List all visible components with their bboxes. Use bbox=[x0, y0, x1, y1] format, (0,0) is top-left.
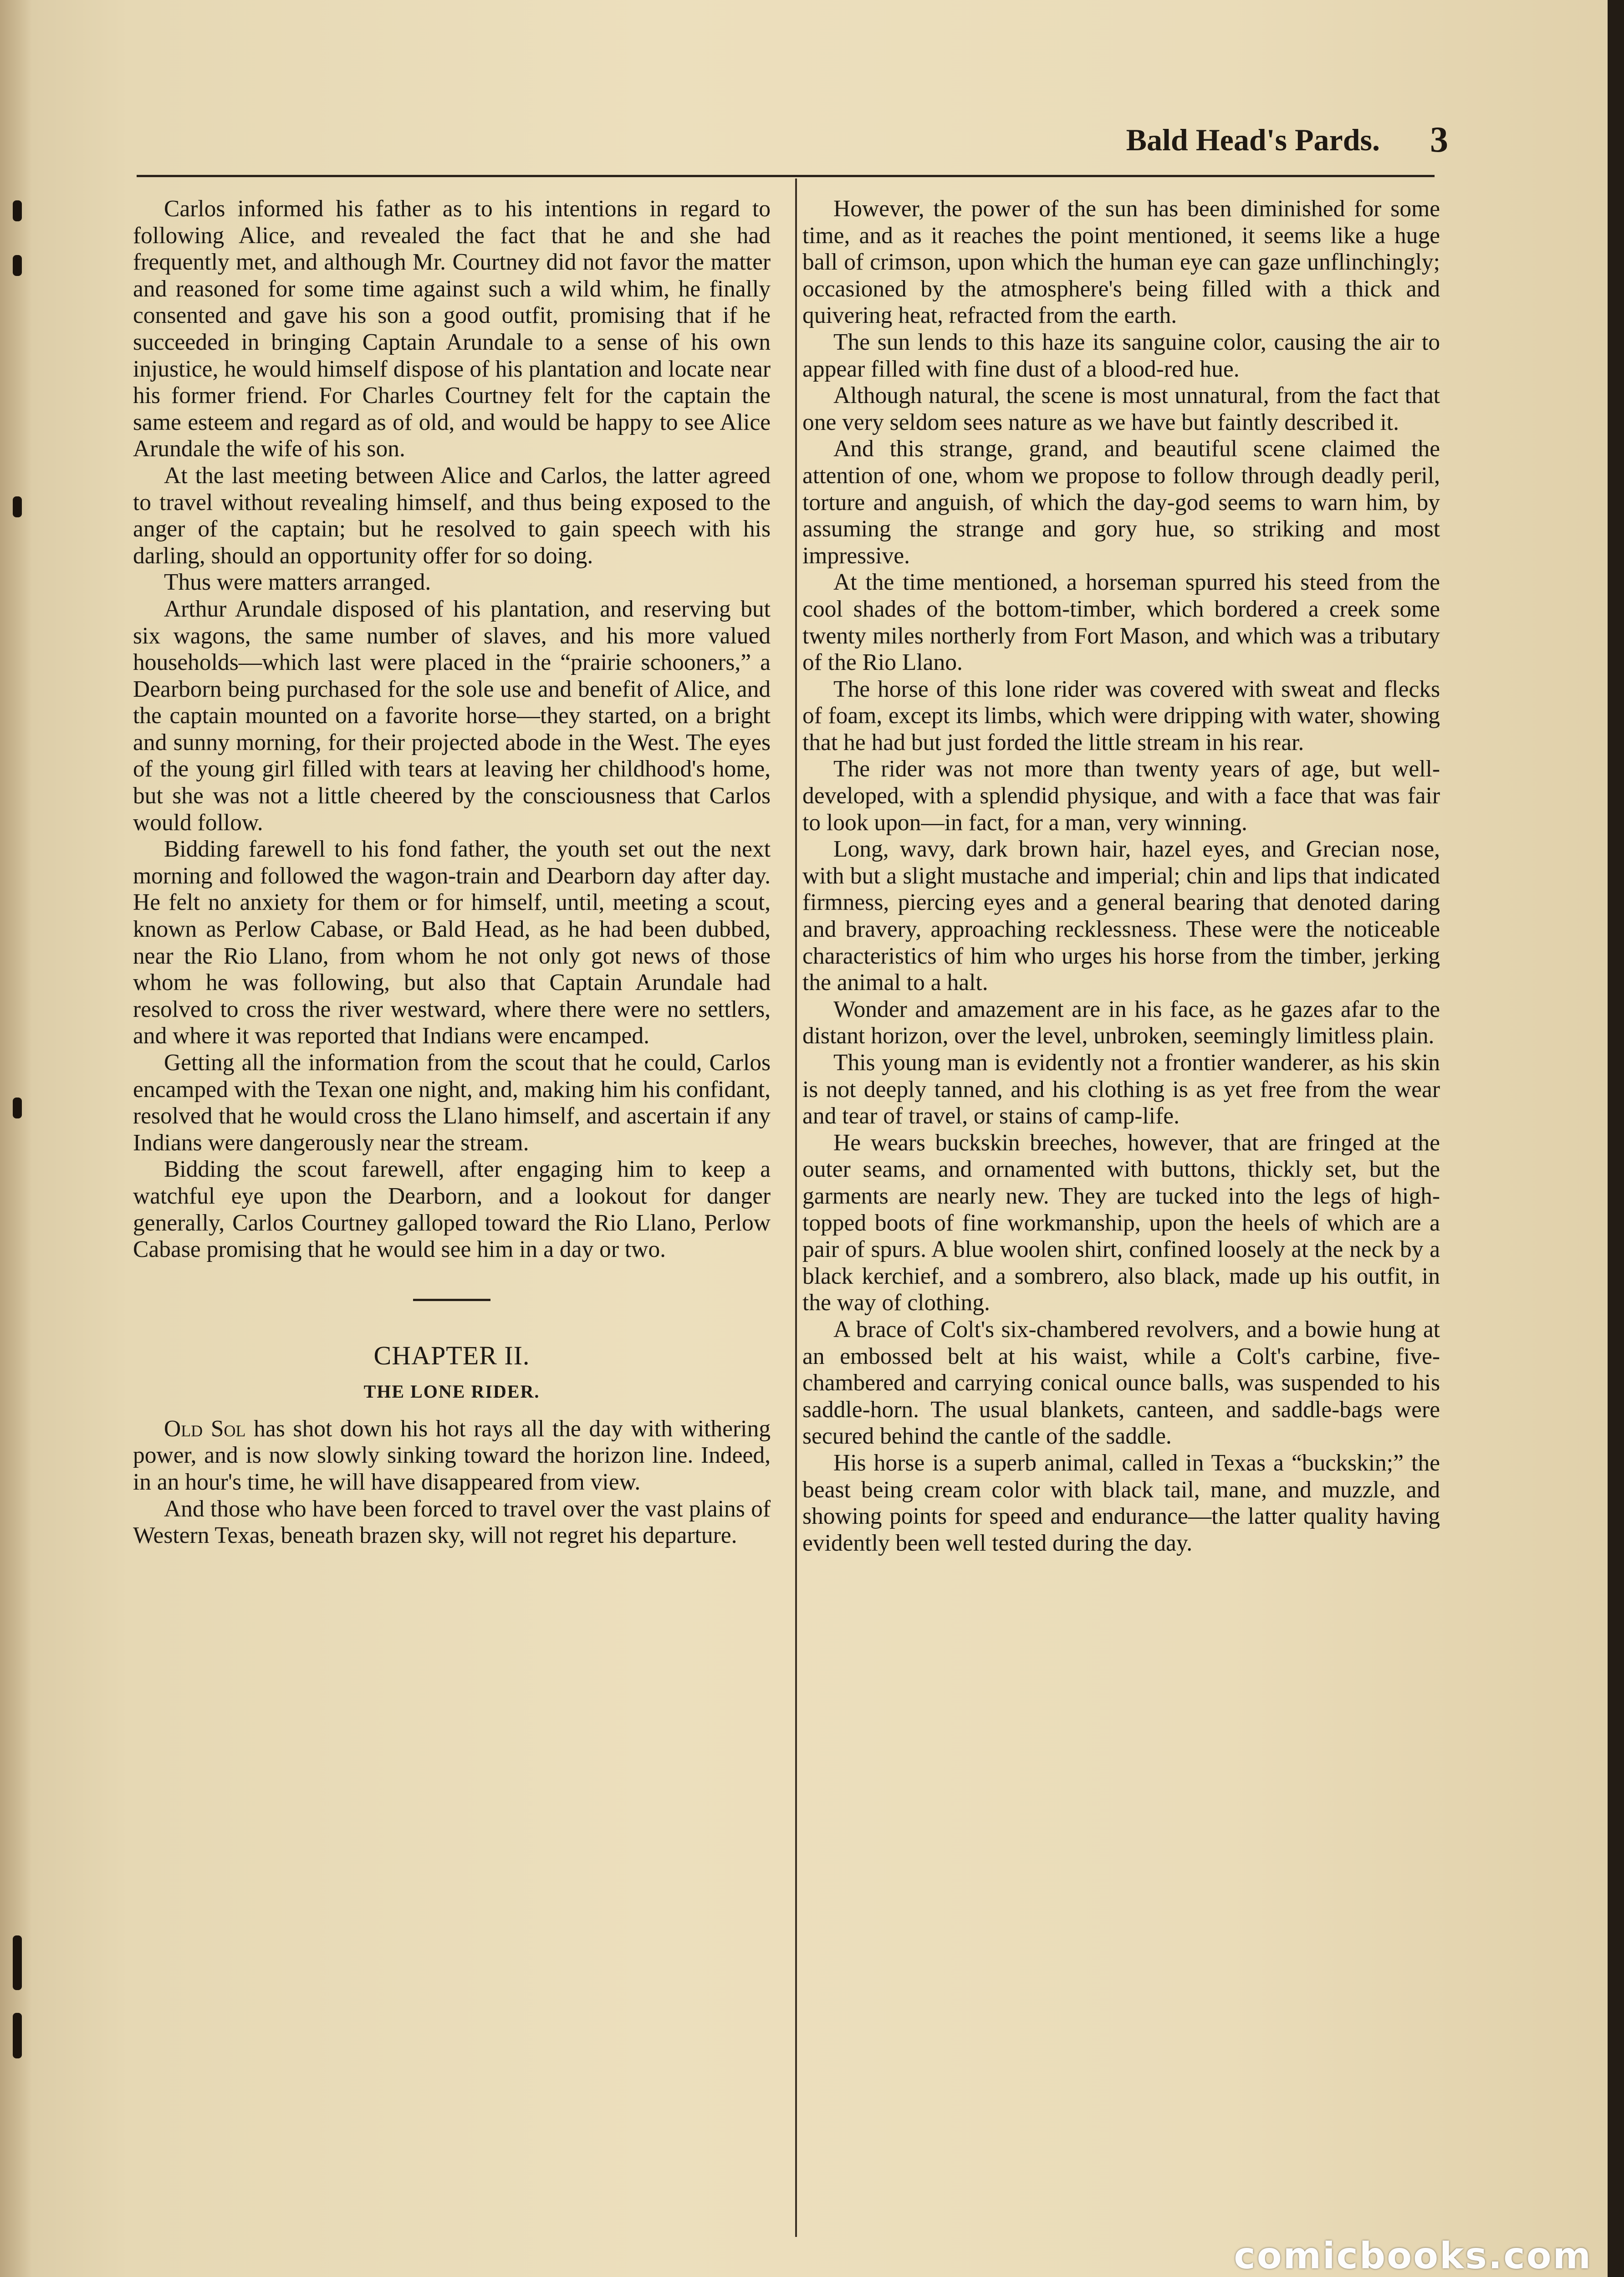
chapter-opening-paragraph bbox=[133, 1416, 771, 1496]
paragraph: At the last meeting between Alice and Carlos, the latter agreed to travel without revealing himself, and thus being exposed to the anger of the captain; but he resolved to gain speech with his darling, should an opportunity offer for so doing. bbox=[133, 462, 771, 569]
paragraph: Arthur Arundale disposed of his plantation, and reserving but six wagons, the same number of slaves, and his more valued households—which last were placed in the “prairie schooners,” a Dearborn being purchased for the sole use and benefit of Alice, and the captain mounted on a favorite horse—they started, on a bright and sunny morning, for their projected abode in the West. The eyes of the young girl filled with tears at leaving her childhood's home, but she was not a little cheered by the consciousness that Carlos would follow. bbox=[133, 596, 771, 836]
binding-hole bbox=[13, 2013, 22, 2058]
paragraph: At the time mentioned, a horseman spurred his steed from the cool shades of the bottom-timber, which bordered a creek some twenty miles northerly from Fort Mason, and which was a tributary of the Rio Llano. bbox=[802, 569, 1440, 676]
paragraph: The horse of this lone rider was covered with sweat and flecks of foam, except its limbs, which were dripping with water, showing that he had but just forded the little stream in his rear. bbox=[802, 676, 1440, 756]
header-rule bbox=[137, 175, 1435, 177]
opening-paragraph-text: has shot down his hot rays all the day with withering power, and is now slowly sinking toward the horizon line. Indeed, in an hour's time, he will have disappeared from view. bbox=[133, 1415, 771, 1495]
paragraph: Bidding farewell to his fond father, the youth set out the next morning and followed the wagon-train and Dearborn day after day. He felt no anxiety for them or for himself, until, meeting a scout, known as Perlow Cabase, or Bald Head, as he had been dubbed, near the Rio Llano, from whom he not only got news of those whom he was following, but also that Captain Arundale had resolved to cross the river westward, where there were no settlers, and where it was reported that Indians were encamped. bbox=[133, 836, 771, 1049]
running-title: Bald Head's Pards. bbox=[1126, 123, 1380, 157]
paragraph: And those who have been forced to travel over the vast plains of Western Texas, beneath brazen sky, will not regret his departure. bbox=[133, 1496, 771, 1549]
binding-hole bbox=[13, 200, 22, 221]
binding-hole bbox=[13, 496, 22, 517]
paragraph: His horse is a superb animal, called in Texas a “buckskin;” the beast being cream color with black tail, mane, and muzzle, and showing points for speed and endurance—the latter quality having evidently been well tested during the day. bbox=[802, 1450, 1440, 1556]
right-column bbox=[802, 196, 1440, 1557]
paragraph: And this strange, grand, and beautiful scene claimed the attention of one, whom we propose to follow through deadly peril, torture and anguish, of which the day-god seems to warn him, by assuming the strange and gory hue, so striking and most impressive. bbox=[802, 436, 1440, 569]
binding-hole bbox=[13, 255, 22, 276]
column-divider bbox=[795, 179, 797, 2237]
paragraph: Bidding the scout farewell, after engaging him to keep a watchful eye upon the Dearborn, and a lookout for danger generally, Carlos Courtney galloped toward the Rio Llano, Perlow Cabase promising that he would see him in a day or two. bbox=[133, 1156, 771, 1263]
chapter-subtitle: THE LONE RIDER. bbox=[363, 1381, 540, 1402]
chapter-title: CHAPTER II. bbox=[373, 1340, 530, 1370]
paragraph: The rider was not more than twenty years of age, but well-developed, with a splendid physique, and with a face that was fair to look upon—in fact, for a man, very winning. bbox=[802, 756, 1440, 836]
paragraph: Carlos informed his father as to his intentions in regard to following Alice, and revealed the fact that he and she had frequently met, and although Mr. Courtney did not favor the matter and reasoned for some time against such a wild whim, he finally consented and gave his son a good outfit, promising that if he succeeded in bringing Captain Arundale to a sense of his own injustice, he would himself dispose of his plantation and locate near his former friend. For Charles Courtney felt for the captain the same esteem and regard as of old, and would be happy to see Alice Arundale the wife of his son. bbox=[133, 196, 771, 462]
opening-words: Old Sol bbox=[164, 1415, 246, 1442]
paragraph: He wears buckskin breeches, however, that are fringed at the outer seams, and ornamented with buttons, thickly set, but the garments are nearly new. They are tucked into the legs of high-topped boots of fine workmanship, upon the heels of which are a pair of spurs. A blue woolen shirt, confined loosely at the neck by a black kerchief, and a sombrero, also black, made up his outfit, in the way of clothing. bbox=[802, 1129, 1440, 1316]
page-number: 3 bbox=[1430, 120, 1448, 160]
binding-hole bbox=[13, 1098, 22, 1118]
running-header bbox=[137, 122, 1448, 172]
paragraph: Thus were matters arranged. bbox=[164, 569, 431, 596]
paragraph: The sun lends to this haze its sanguine color, causing the air to appear filled with fine dust of a blood-red hue. bbox=[802, 329, 1440, 382]
paragraph: This young man is evidently not a frontier wanderer, as his skin is not deeply tanned, and his clothing is as yet free from the wear and tear of travel, or stains of camp-life. bbox=[802, 1050, 1440, 1129]
binding-hole bbox=[13, 1935, 22, 1990]
page-edge-shadow bbox=[1608, 0, 1624, 2277]
site-watermark: comicbooks.com bbox=[1234, 2235, 1592, 2277]
paragraph: Although natural, the scene is most unnatural, from the fact that one very seldom sees nature as we have but faintly described it. bbox=[802, 383, 1440, 435]
left-column bbox=[133, 196, 771, 1549]
paragraph: However, the power of the sun has been diminished for some time, and as it reaches the point mentioned, it seems like a huge ball of crimson, upon which the human eye can gaze unflinchingly; occasioned by the atmosphere's being filled with a thick and quivering heat, refracted from the earth. bbox=[802, 196, 1440, 329]
chapter-divider-rule bbox=[413, 1299, 490, 1301]
paragraph: Wonder and amazement are in his face, as he gazes afar to the distant horizon, over the level, unbroken, seemingly limitless plain. bbox=[802, 996, 1440, 1049]
binding-edge bbox=[0, 0, 32, 2277]
paragraph: Long, wavy, dark brown hair, hazel eyes, and Grecian nose, with but a slight mustache and imperial; chin and lips that indicated firmness, piercing eyes and a general bearing that denoted daring and bravery, approaching recklessness. These were the noticeable characteristics of him who urges his horse from the timber, jerking the animal to a halt. bbox=[802, 836, 1440, 996]
paragraph: A brace of Colt's six-chambered revolvers, and a bowie hung at an embossed belt at his waist, while a Colt's carbine, five-chambered and carrying conical ounce balls, was suspended to his saddle-horn. The usual blankets, canteen, and saddle-bags were secured behind the cantle of the saddle. bbox=[802, 1316, 1440, 1450]
paragraph: Getting all the information from the scout that he could, Carlos encamped with the Texan one night, and, making him his confidant, resolved that he would cross the Llano himself, and ascertain if any Indians were dangerously near the stream. bbox=[133, 1050, 771, 1156]
